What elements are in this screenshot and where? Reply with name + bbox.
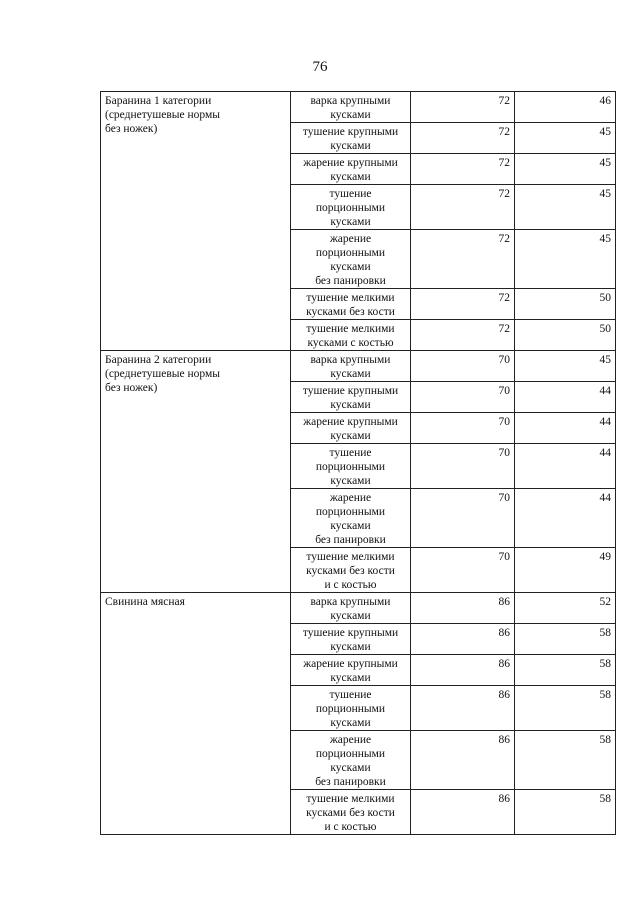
cooking-method-cell bbox=[291, 230, 411, 289]
value-col2-cell: 45 bbox=[515, 185, 616, 230]
product-name-line: без ножек) bbox=[105, 123, 158, 135]
cooking-method-line: варка крупными bbox=[310, 354, 391, 366]
value-col2-cell: 58 bbox=[515, 731, 616, 790]
cooking-method-cell bbox=[291, 444, 411, 489]
value-col2-cell: 50 bbox=[515, 289, 616, 320]
cooking-method-line: кусками bbox=[330, 610, 371, 622]
value-col1-cell: 86 bbox=[411, 655, 515, 686]
value-col2-cell: 46 bbox=[515, 92, 616, 123]
cooking-method-line: кусками без кости bbox=[306, 565, 395, 577]
cooking-method-cell bbox=[291, 92, 411, 123]
cooking-method-line: порционными bbox=[315, 247, 386, 259]
cooking-method-line: кусками bbox=[330, 672, 371, 684]
value-col2-cell: 49 bbox=[515, 548, 616, 593]
value-col1-cell: 72 bbox=[411, 320, 515, 351]
cooking-method-cell bbox=[291, 624, 411, 655]
cooking-method-cell bbox=[291, 790, 411, 835]
cooking-method-line: жарение bbox=[329, 492, 372, 504]
cooking-method-line: кусками с костью bbox=[307, 337, 394, 349]
value-col2-cell: 58 bbox=[515, 686, 616, 731]
value-col2-cell: 45 bbox=[515, 154, 616, 185]
cooking-method-line: жарение bbox=[329, 233, 372, 245]
value-col1-cell: 86 bbox=[411, 790, 515, 835]
cooking-method-line: кусками bbox=[330, 430, 371, 442]
cooking-method-line: тушение крупными bbox=[302, 126, 399, 138]
value-col1-cell: 70 bbox=[411, 489, 515, 548]
value-col1-cell: 70 bbox=[411, 444, 515, 489]
table-row bbox=[101, 593, 616, 624]
norms-table-body bbox=[101, 92, 616, 835]
cooking-method-line: порционными bbox=[315, 202, 386, 214]
cooking-method-line: варка крупными bbox=[310, 596, 391, 608]
cooking-method-line: и с костью bbox=[324, 579, 377, 591]
cooking-method-line: без панировки bbox=[315, 534, 386, 546]
cooking-method-line: кусками bbox=[330, 261, 371, 273]
page-number: 76 bbox=[312, 59, 328, 75]
cooking-method-cell bbox=[291, 686, 411, 731]
value-col1-cell: 70 bbox=[411, 413, 515, 444]
cooking-method-line: тушение мелкими bbox=[306, 551, 395, 563]
cooking-method-line: порционными bbox=[315, 506, 386, 518]
cooking-method-line: тушение мелкими bbox=[306, 292, 395, 304]
cooking-method-line: кусками без кости bbox=[306, 306, 395, 318]
value-col2-cell: 44 bbox=[515, 413, 616, 444]
cooking-method-line: жарение крупными bbox=[303, 157, 398, 169]
cooking-method-line: жарение крупными bbox=[303, 416, 398, 428]
cooking-method-line: кусками bbox=[330, 368, 371, 380]
cooking-method-cell bbox=[291, 655, 411, 686]
product-name-line: Баранина 2 категории bbox=[105, 354, 212, 366]
cooking-method-line: кусками bbox=[330, 109, 371, 121]
product-name-line: без ножек) bbox=[105, 382, 158, 394]
cooking-method-line: без панировки bbox=[315, 776, 386, 788]
value-col1-cell: 86 bbox=[411, 731, 515, 790]
value-col1-cell: 72 bbox=[411, 123, 515, 154]
norms-table bbox=[100, 91, 616, 835]
product-name-cell bbox=[101, 593, 291, 835]
cooking-method-line: тушение мелкими bbox=[306, 793, 395, 805]
cooking-method-line: кусками bbox=[330, 520, 371, 532]
product-name-line: (среднетушевые нормы bbox=[105, 109, 220, 121]
value-col1-cell: 86 bbox=[411, 593, 515, 624]
value-col2-cell: 45 bbox=[515, 230, 616, 289]
value-col2-cell: 58 bbox=[515, 790, 616, 835]
value-col1-cell: 72 bbox=[411, 154, 515, 185]
cooking-method-line: тушение bbox=[329, 188, 372, 200]
value-col1-cell: 70 bbox=[411, 382, 515, 413]
table-row bbox=[101, 351, 616, 382]
product-name-cell bbox=[101, 351, 291, 593]
cooking-method-cell bbox=[291, 351, 411, 382]
value-col2-cell: 44 bbox=[515, 444, 616, 489]
cooking-method-line: кусками bbox=[330, 475, 371, 487]
cooking-method-line: порционными bbox=[315, 703, 386, 715]
cooking-method-line: порционными bbox=[315, 461, 386, 473]
cooking-method-line: порционными bbox=[315, 748, 386, 760]
value-col2-cell: 52 bbox=[515, 593, 616, 624]
value-col1-cell: 86 bbox=[411, 686, 515, 731]
cooking-method-line: без панировки bbox=[315, 275, 386, 287]
cooking-method-line: кусками bbox=[330, 216, 371, 228]
cooking-method-cell bbox=[291, 123, 411, 154]
value-col2-cell: 45 bbox=[515, 351, 616, 382]
cooking-method-line: кусками bbox=[330, 140, 371, 152]
cooking-method-line: варка крупными bbox=[310, 95, 391, 107]
value-col2-cell: 50 bbox=[515, 320, 616, 351]
cooking-method-line: тушение крупными bbox=[302, 385, 399, 397]
value-col1-cell: 70 bbox=[411, 548, 515, 593]
cooking-method-line: кусками bbox=[330, 399, 371, 411]
value-col2-cell: 58 bbox=[515, 624, 616, 655]
value-col2-cell: 58 bbox=[515, 655, 616, 686]
cooking-method-cell bbox=[291, 731, 411, 790]
value-col2-cell: 45 bbox=[515, 123, 616, 154]
product-name-line: (среднетушевые нормы bbox=[105, 368, 220, 380]
value-col2-cell: 44 bbox=[515, 489, 616, 548]
product-name-cell bbox=[101, 92, 291, 351]
cooking-method-cell bbox=[291, 185, 411, 230]
product-name-line: Свинина мясная bbox=[105, 596, 185, 608]
cooking-method-cell bbox=[291, 489, 411, 548]
cooking-method-line: жарение крупными bbox=[303, 658, 398, 670]
cooking-method-line: тушение bbox=[329, 447, 372, 459]
cooking-method-line: кусками без кости bbox=[306, 807, 395, 819]
table-row bbox=[101, 92, 616, 123]
value-col1-cell: 70 bbox=[411, 351, 515, 382]
cooking-method-cell bbox=[291, 593, 411, 624]
value-col1-cell: 86 bbox=[411, 624, 515, 655]
cooking-method-cell bbox=[291, 320, 411, 351]
cooking-method-cell bbox=[291, 154, 411, 185]
cooking-method-line: кусками bbox=[330, 717, 371, 729]
cooking-method-line: тушение мелкими bbox=[306, 323, 395, 335]
cooking-method-line: кусками bbox=[330, 762, 371, 774]
cooking-method-line: тушение крупными bbox=[302, 627, 399, 639]
value-col1-cell: 72 bbox=[411, 289, 515, 320]
cooking-method-line: кусками bbox=[330, 171, 371, 183]
cooking-method-line: и с костью bbox=[324, 821, 377, 833]
cooking-method-cell bbox=[291, 413, 411, 444]
value-col2-cell: 44 bbox=[515, 382, 616, 413]
cooking-method-cell bbox=[291, 548, 411, 593]
value-col1-cell: 72 bbox=[411, 92, 515, 123]
cooking-method-cell bbox=[291, 382, 411, 413]
product-name-line: Баранина 1 категории bbox=[105, 95, 212, 107]
cooking-method-line: кусками bbox=[330, 641, 371, 653]
value-col1-cell: 72 bbox=[411, 185, 515, 230]
cooking-method-line: тушение bbox=[329, 689, 372, 701]
cooking-method-cell bbox=[291, 289, 411, 320]
cooking-method-line: жарение bbox=[329, 734, 372, 746]
value-col1-cell: 72 bbox=[411, 230, 515, 289]
